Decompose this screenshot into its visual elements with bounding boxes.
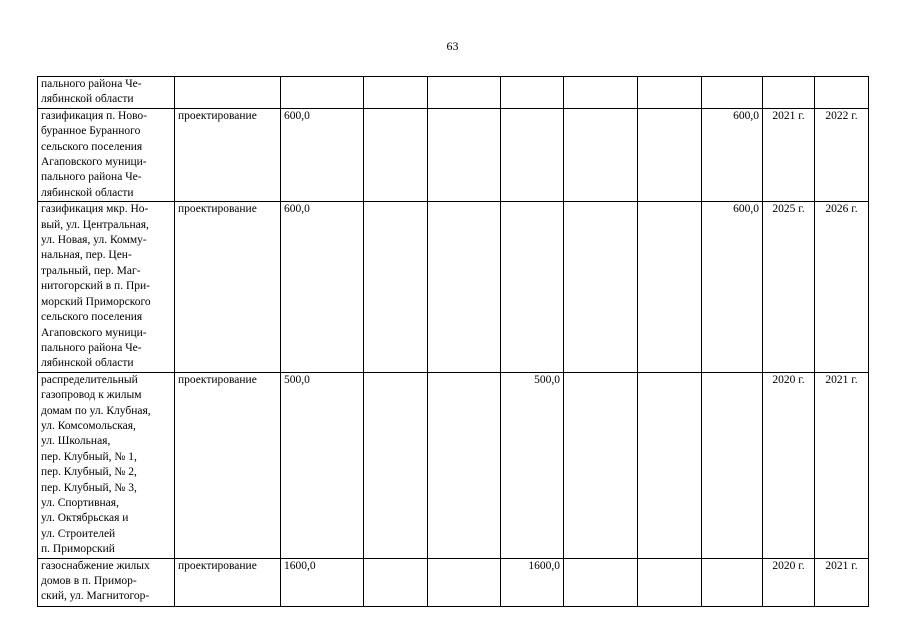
- amount-cell: [702, 372, 763, 558]
- start-year-cell: 2025 г.: [763, 202, 815, 372]
- end-year-cell: 2026 г.: [815, 202, 869, 372]
- page-number: 63: [446, 39, 459, 53]
- start-year-cell: [763, 77, 815, 109]
- amount-cell: 600,0: [702, 108, 763, 201]
- total-cell: 1600,0: [281, 558, 364, 606]
- amount-cell: 1600,0: [501, 558, 564, 606]
- work-type-cell: [175, 77, 281, 109]
- amount-cell: [564, 558, 638, 606]
- amount-cell: [638, 372, 702, 558]
- work-type-cell: проектирование: [175, 108, 281, 201]
- amount-cell: [638, 77, 702, 109]
- total-cell: 600,0: [281, 108, 364, 201]
- amount-cell: [702, 77, 763, 109]
- amount-cell: [364, 558, 428, 606]
- object-name-cell: распределительный газопровод к жилым домам по ул. Клубная, ул. Комсомольская, ул. Школьная, пер. Клубный, № 1, пер. Клубный, № 2, пер. Клубный, № 3, ул. Спортивная, ул. Октябрьская и ул. Строителей п. Приморский: [38, 372, 175, 558]
- work-type-cell: проектирование: [175, 372, 281, 558]
- object-name-cell: газоснабжение жилых домов в п. Примор- ский, ул. Магнитогор-: [38, 558, 175, 606]
- table-row: [38, 558, 869, 606]
- work-type-cell: проектирование: [175, 202, 281, 372]
- amount-cell: [702, 558, 763, 606]
- amount-cell: [638, 558, 702, 606]
- amount-cell: [638, 202, 702, 372]
- investment-table: [37, 76, 869, 607]
- end-year-cell: [815, 77, 869, 109]
- start-year-cell: 2021 г.: [763, 108, 815, 201]
- total-cell: [281, 77, 364, 109]
- end-year-cell: 2021 г.: [815, 558, 869, 606]
- amount-cell: [364, 202, 428, 372]
- amount-cell: [564, 202, 638, 372]
- table-row: [38, 108, 869, 201]
- amount-cell: [638, 108, 702, 201]
- amount-cell: [564, 372, 638, 558]
- amount-cell: [364, 372, 428, 558]
- object-name-cell: газификация мкр. Но- вый, ул. Центральная, ул. Новая, ул. Комму- нальная, пер. Цен- тральный, пер. Маг- нитогорский в п. При- морский Приморского сельского поселения Агаповского муници- пального района Че- лябинской области: [38, 202, 175, 372]
- amount-cell: [501, 108, 564, 201]
- end-year-cell: 2021 г.: [815, 372, 869, 558]
- amount-cell: [564, 108, 638, 201]
- amount-cell: [364, 108, 428, 201]
- start-year-cell: 2020 г.: [763, 372, 815, 558]
- amount-cell: [564, 77, 638, 109]
- amount-cell: [428, 77, 501, 109]
- table-row: [38, 202, 869, 372]
- amount-cell: 500,0: [501, 372, 564, 558]
- start-year-cell: 2020 г.: [763, 558, 815, 606]
- amount-cell: [428, 108, 501, 201]
- total-cell: 600,0: [281, 202, 364, 372]
- amount-cell: [501, 77, 564, 109]
- amount-cell: 600,0: [702, 202, 763, 372]
- work-type-cell: проектирование: [175, 558, 281, 606]
- table-row: [38, 77, 869, 109]
- amount-cell: [364, 77, 428, 109]
- object-name-cell: газификация п. Ново- буранное Буранного сельского поселения Агаповского муници- пального района Че- лябинской области: [38, 108, 175, 201]
- amount-cell: [428, 558, 501, 606]
- object-name-cell: пального района Че- лябинской области: [38, 77, 175, 109]
- amount-cell: [428, 202, 501, 372]
- amount-cell: [428, 372, 501, 558]
- table-row: [38, 372, 869, 558]
- end-year-cell: 2022 г.: [815, 108, 869, 201]
- total-cell: 500,0: [281, 372, 364, 558]
- amount-cell: [501, 202, 564, 372]
